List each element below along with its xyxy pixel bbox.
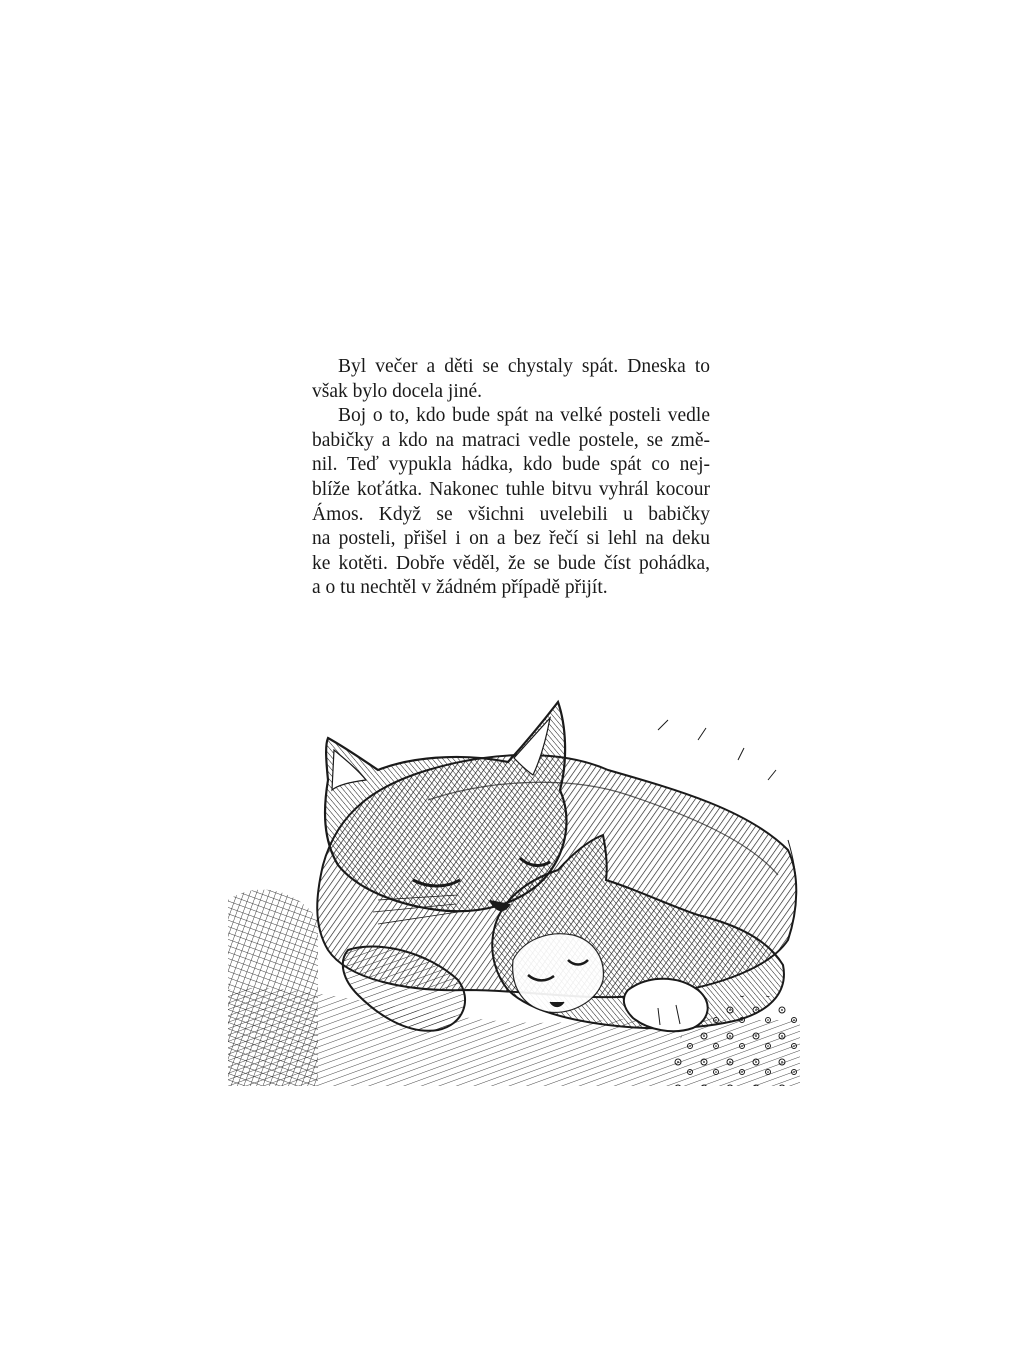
text-line: Ámos. Když se všichni uvelebili u babičky (312, 503, 710, 525)
text-line: na posteli, přišel i on a bez řečí si lehl na deku (312, 528, 710, 550)
sleeping-cats-drawing (228, 690, 800, 1086)
text-line: nil. Teď vypukla hádka, kdo bude spát co nej- (312, 454, 710, 476)
text-line: a o tu nechtěl v žádném případě přijít. (312, 577, 608, 599)
text-line: babičky a kdo na matraci vedle postele, se změ- (312, 429, 710, 451)
text-line: Byl večer a děti se chystaly spát. Dneska to (338, 356, 710, 377)
text-line: však bylo docela jiné. (312, 380, 483, 402)
text-line: Boj o to, kdo bude spát na velké posteli vedle (338, 405, 710, 427)
text-line: ke kotěti. Dobře věděl, že se bude číst pohádka, (312, 552, 710, 574)
text-line: blíže koťátka. Nakonec tuhle bitvu vyhrál kocour (312, 478, 710, 500)
story-text (312, 355, 710, 601)
cats-illustration (228, 690, 800, 1086)
